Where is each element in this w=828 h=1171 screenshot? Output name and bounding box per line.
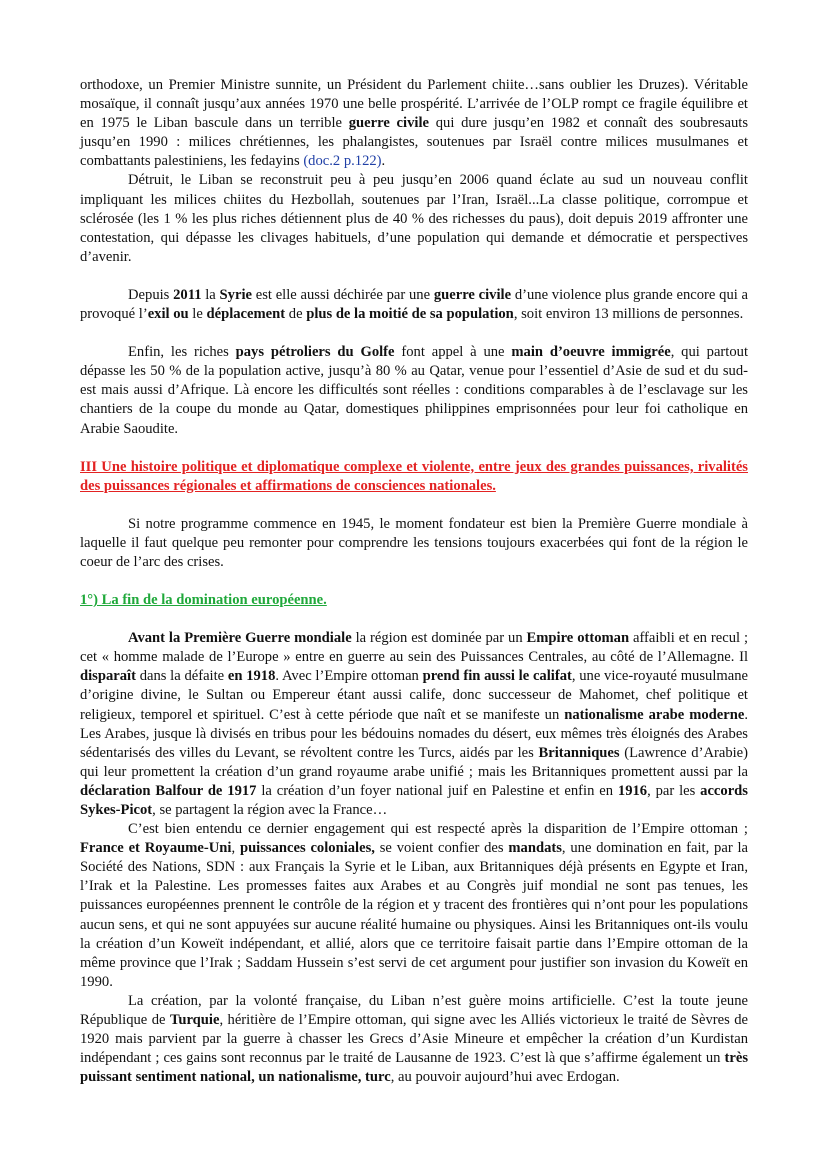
paragraph-liban-intro bbox=[80, 76, 748, 171]
text-segment: . bbox=[381, 153, 386, 170]
text-segment: , une vice-royauté musulmane d’origine divine, le Sultan ou Empereur étant aussi calife, donc successeur de Mahomet, chef politique et religieux, temporel et spirituel. C’est à cette période que naît et se manifeste un bbox=[80, 668, 748, 723]
bold-text: disparaît bbox=[80, 668, 136, 685]
paragraph-turquie bbox=[80, 992, 748, 1087]
bold-text: main d’oeuvre immigrée bbox=[511, 344, 671, 361]
bold-text: accords Sykes-Picot bbox=[80, 782, 748, 818]
text-segment: La création, par la volonté française, du Liban n’est guère moins artificielle. C’est la toute jeune République de bbox=[80, 992, 748, 1029]
bold-text: en 1918 bbox=[227, 668, 276, 685]
text-segment: dans la défaite bbox=[135, 668, 228, 685]
bold-text: Britanniques bbox=[538, 744, 620, 761]
bold-text: guerre civile bbox=[348, 115, 429, 132]
text-segment: , par les bbox=[647, 782, 701, 799]
document-page bbox=[80, 76, 748, 1087]
bold-text: Turquie bbox=[169, 1012, 220, 1029]
text-segment: orthodoxe, un Premier Ministre sunnite, un Président du Parlement chiite…sans oublier les Druzes). Véritable mosaïque, il connaît jusqu’aux années 1970 une belle prospérité. L’arrivée de l’OLP rompt ce fragile équilibre et en 1975 le Liban bascule dans un terrible bbox=[80, 77, 748, 132]
doc-reference: (doc.2 p.122) bbox=[303, 153, 382, 170]
bold-text: très puissant sentiment national, un nationalisme, turc bbox=[80, 1050, 748, 1086]
paragraph-liban-reconstruction bbox=[80, 171, 748, 266]
bold-text: France et Royaume-Uni bbox=[80, 840, 232, 857]
text-segment: , soit environ 13 millions de personnes. bbox=[513, 306, 744, 323]
bold-text: prend fin aussi le califat bbox=[422, 668, 572, 685]
section-heading-iii bbox=[80, 458, 748, 496]
bold-text: Avant la Première Guerre mondiale bbox=[128, 630, 352, 647]
text-segment: font appel à une bbox=[394, 344, 512, 361]
text-segment: C’est bien entendu ce dernier engagement qui est respecté après la disparition de l’Empire ottoman ; bbox=[128, 821, 748, 838]
paragraph-empire-ottoman bbox=[80, 629, 748, 820]
text-segment: III Une histoire politique et diplomatique complexe et violente, entre jeux des grandes puissances, rivalités des puissances régionales et affirmations de consciences nationales. bbox=[80, 458, 748, 494]
subsection-heading-1 bbox=[80, 591, 748, 610]
text-segment: Depuis bbox=[128, 286, 174, 303]
bold-text: pays pétroliers du Golfe bbox=[235, 344, 395, 361]
paragraph-golfe bbox=[80, 343, 748, 438]
text-segment: , se partagent la région avec la France… bbox=[152, 802, 388, 818]
text-segment: Si notre programme commence en 1945, le moment fondateur est bien la Première Guerre mondiale à laquelle il faut quelque peu remonter pour comprendre les tensions toujours exacerbées qui font de la région le coeur de l’arc des crises. bbox=[80, 515, 748, 570]
text-segment: (Lawrence d’Arabie) qui leur promettent la création d’un grand royaume arabe unifié ; mais les Britanniques promettent aussi par la bbox=[80, 744, 749, 780]
bold-text: mandats bbox=[508, 840, 562, 857]
text-segment: . Les Arabes, jusque là divisés en tribus pour les bédouins nomades du désert, eux mêmes très éloignés des Arabes sédentarisés des villes du Levant, se révoltent contre les Turcs, aidés par les bbox=[80, 706, 748, 761]
text-segment: se voient confier des bbox=[374, 840, 509, 857]
text-segment: la bbox=[201, 286, 220, 303]
bold-text: Syrie bbox=[219, 286, 252, 303]
text-segment: Détruit, le Liban se reconstruit peu à peu jusqu’en 2006 quand éclate au sud un nouveau conflit impliquant les milices chiites du Hezbollah, soutenues par l’Iran, Israël...La classe politique, corrompue et sclérosée (les 1 % les plus riches détiennent plus de 40 % des richesses du paus), doit depuis 2019 affronter une contestation, qui dépasse les clivages habituels, d’une population qui demande et démocratie et perspectives d’avenir. bbox=[80, 172, 748, 265]
text-segment: affaibli et en recul ; cet « homme malade de l’Europe » entre en guerre au sein des Puissances Centrales, au côté de l’Allemagne. Il bbox=[80, 630, 749, 666]
text-segment: la création d’un foyer national juif en Palestine et enfin en bbox=[256, 782, 618, 799]
text-segment: , héritière de l’Empire ottoman, qui signe avec les Alliés victorieux le traité de Sèvres de 1920 mais parvient par la guerre à chasser les Grecs d’Asie Mineure et empêcher la création d’un Kurdistan indépendant ; ces gains sont reconnus par le traité de Lausanne de 1923. C’est là que s’affirme également un bbox=[80, 1012, 748, 1067]
bold-text: 2011 bbox=[173, 286, 202, 303]
bold-text: déclaration Balfour de 1917 bbox=[80, 782, 257, 799]
text-segment: le bbox=[188, 306, 207, 323]
text-segment: , au pouvoir aujourd’hui avec Erdogan. bbox=[390, 1069, 620, 1086]
bold-text: puissances coloniales, bbox=[239, 840, 375, 857]
text-segment: , une domination en fait, par la Société des Nations, SDN : aux Français la Syrie et le Liban, aux Britanniques déjà présents en Egypte et Iran, l’Irak et la Palestine. Les promesses faites aux Arabes et au Congrès juif mondial ne sont pas tenues, les puissances européennes prennent le contrôle de la région et y tracent des frontières qui n’ont pour les populations aucun sens, et qui ne sont appuyées sur aucune réalité humaine ou physiques. Ainsi les Britanniques ont-ils voulu la création d’un Koweït indépendant, et allié, alors que ce territoire faisait partie dans l’Empire ottoman de la même province que l’Irak ; Saddam Hussein s’est servi de cet argument pour justifier son invasion du Koweït en 1990. bbox=[80, 840, 749, 990]
bold-text: guerre civile bbox=[433, 286, 512, 303]
text-segment: est elle aussi déchirée par une bbox=[251, 286, 434, 303]
text-segment: qui dure jusqu’en 1982 et connaît des soubresauts jusqu’en 1990 : milices chrétiennes, les phalangistes, soutenues par Israël contre milices musulmanes et combattants palestiniens, les fedayins bbox=[80, 115, 749, 170]
bold-text: plus de la moitié de sa population bbox=[306, 306, 514, 323]
bold-text: nationalisme arabe moderne bbox=[564, 706, 745, 723]
bold-text: exil ou bbox=[147, 306, 189, 323]
text-segment: , qui partout dépasse les 50 % de la population active, jusqu’à 80 % au Qatar, venue pour l’essentiel d’Asie de sud et du sud-est mais aussi d’Afrique. Là encore les difficultés sont réelles : conditions comparables à de l’esclavage sur les chantiers de la coupe du monde au Qatar, domestiques philippines emprisonnées pour leur foi catholique en Arabie Saoudite. bbox=[80, 344, 748, 437]
bold-text: déplacement bbox=[206, 306, 286, 323]
paragraph-mandats bbox=[80, 820, 748, 992]
text-segment: , bbox=[231, 840, 240, 857]
paragraph-programme-1945 bbox=[80, 515, 748, 572]
text-segment: . Avec l’Empire ottoman bbox=[275, 668, 423, 685]
text-segment: de bbox=[285, 306, 307, 323]
text-segment: 1°) La fin de la domination européenne. bbox=[80, 592, 327, 609]
text-segment: Enfin, les riches bbox=[128, 344, 236, 361]
bold-text: Empire ottoman bbox=[526, 630, 630, 647]
paragraph-syrie bbox=[80, 286, 748, 324]
bold-text: 1916 bbox=[617, 782, 648, 799]
text-segment: la région est dominée par un bbox=[351, 630, 527, 647]
text-segment: d’une violence plus grande encore qui a provoqué l’ bbox=[80, 286, 749, 323]
